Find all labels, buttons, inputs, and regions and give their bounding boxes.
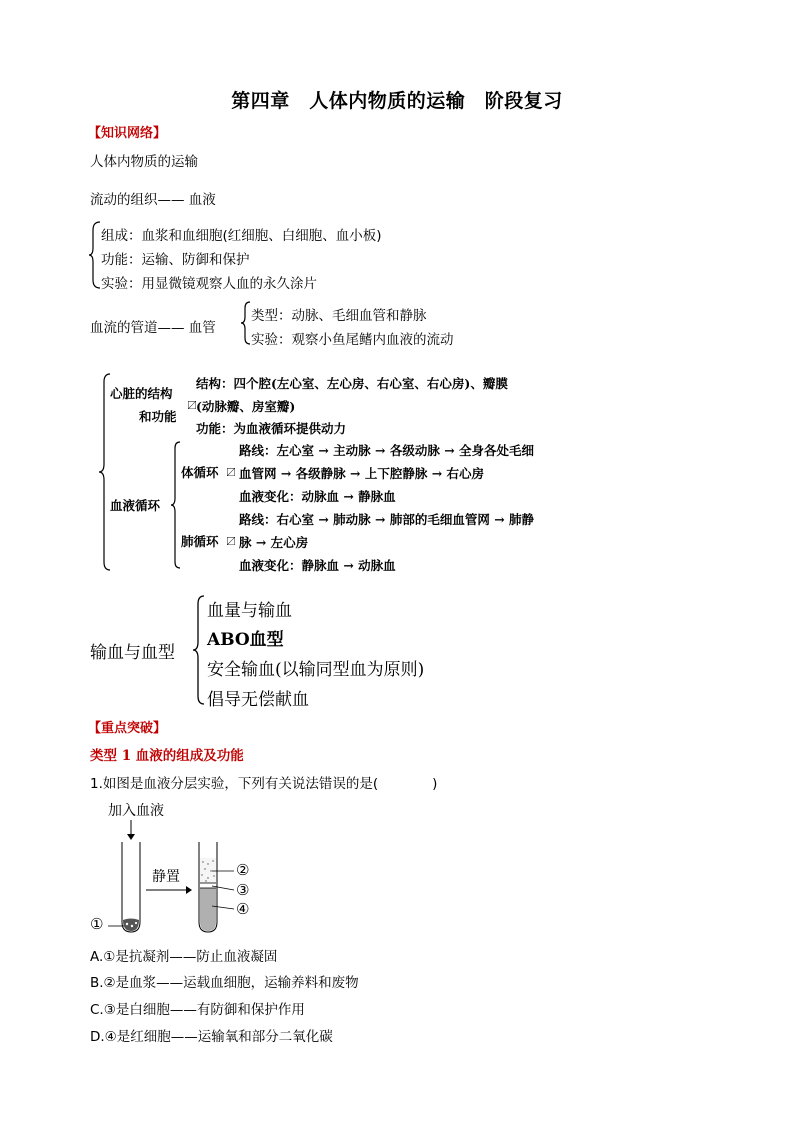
blood-experiment: 实验：用显微镜观察人血的永久涂片: [101, 276, 317, 292]
heart-circulation-brace: [98, 372, 112, 572]
heart-function: 功能：为血液循环提供动力: [196, 421, 347, 436]
blood-function: 功能：运输、防御和保护: [101, 252, 250, 268]
section-knowledge-label: 【知识网络】: [88, 126, 167, 141]
figure-marker-3: ③: [236, 881, 250, 899]
transfusion-item-volume: 血量与输血: [207, 601, 292, 621]
question-text: 1.如图是血液分层实验，下列有关说法错误的是( ): [90, 776, 438, 792]
type-label: 类型 1 血液的组成及功能: [90, 748, 244, 764]
pulmonary-label: 肺循环: [181, 534, 219, 549]
systemic-route-line1: 路线：左心室 → 主动脉 → 各级动脉 → 全身各处毛细: [239, 443, 535, 458]
missing-glyph-icon: 〼: [187, 401, 197, 412]
transfusion-item-donate: 倡导无偿献血: [207, 690, 309, 710]
transfusion-item-abo: ABO血型: [207, 630, 284, 650]
missing-glyph-icon: 〼: [226, 468, 236, 479]
pulmonary-route-line2: 脉 → 左心房: [239, 535, 309, 550]
heart-label-line1: 心脏的结构: [110, 386, 173, 401]
figure-marker-2: ②: [236, 861, 250, 879]
heart-structure-line1: 结构：四个腔(左心室、左心房、右心室、右心房)、瓣膜: [196, 376, 508, 391]
blood-tissue-label: 流动的组织—— 血液: [90, 192, 216, 208]
root-topic: 人体内物质的运输: [90, 154, 198, 170]
vessel-experiment: 实验：观察小鱼尾鳍内血液的流动: [251, 332, 454, 348]
systemic-route-line2: 血管网 → 各级静脉 → 上下腔静脉 → 右心房: [239, 466, 485, 481]
section-focus-label: 【重点突破】: [88, 721, 167, 736]
figure-add-label: 加入血液: [108, 803, 164, 819]
figure-marker-4: ④: [236, 900, 250, 918]
option-c: C.③是白细胞——有防御和保护作用: [90, 1002, 305, 1018]
figure-rest-label: 静置: [152, 869, 180, 885]
transfusion-item-safe: 安全输血(以输同型血为原则): [207, 660, 425, 680]
missing-glyph-icon: 〼: [226, 537, 236, 548]
option-a: A.①是抗凝剂——防止血液凝固: [90, 949, 278, 965]
blood-composition: 组成：血浆和血细胞(红细胞、白细胞、血小板): [101, 228, 382, 244]
vessel-label: 血流的管道—— 血管: [90, 320, 216, 336]
figure-marker-1: ①: [90, 915, 104, 933]
transfusion-brace: [192, 594, 206, 706]
option-b: B.②是血浆——运载血细胞，运输养料和废物: [90, 975, 359, 991]
pulmonary-route-line1: 路线：右心室 → 肺动脉 → 肺部的毛细血管网 → 肺静: [239, 512, 535, 527]
circulation-brace: [170, 440, 182, 570]
circulation-label: 血液循环: [110, 498, 161, 513]
systemic-blood-change: 血液变化：动脉血 → 静脉血: [239, 489, 396, 504]
heart-label-line2: 和功能: [139, 409, 177, 424]
heart-structure-line2: (动脉瓣、房室瓣): [196, 399, 296, 414]
systemic-label: 体循环: [181, 465, 219, 480]
page-title: 第四章 人体内物质的运输 阶段复习: [231, 90, 563, 112]
option-d: D.④是红细胞——运输氧和部分二氧化碳: [90, 1029, 333, 1045]
transfusion-label: 输血与血型: [90, 643, 175, 663]
blood-brace: [88, 220, 102, 290]
pulmonary-blood-change: 血液变化：静脉血 → 动脉血: [239, 558, 396, 573]
vessel-types: 类型：动脉、毛细血管和静脉: [251, 308, 427, 324]
